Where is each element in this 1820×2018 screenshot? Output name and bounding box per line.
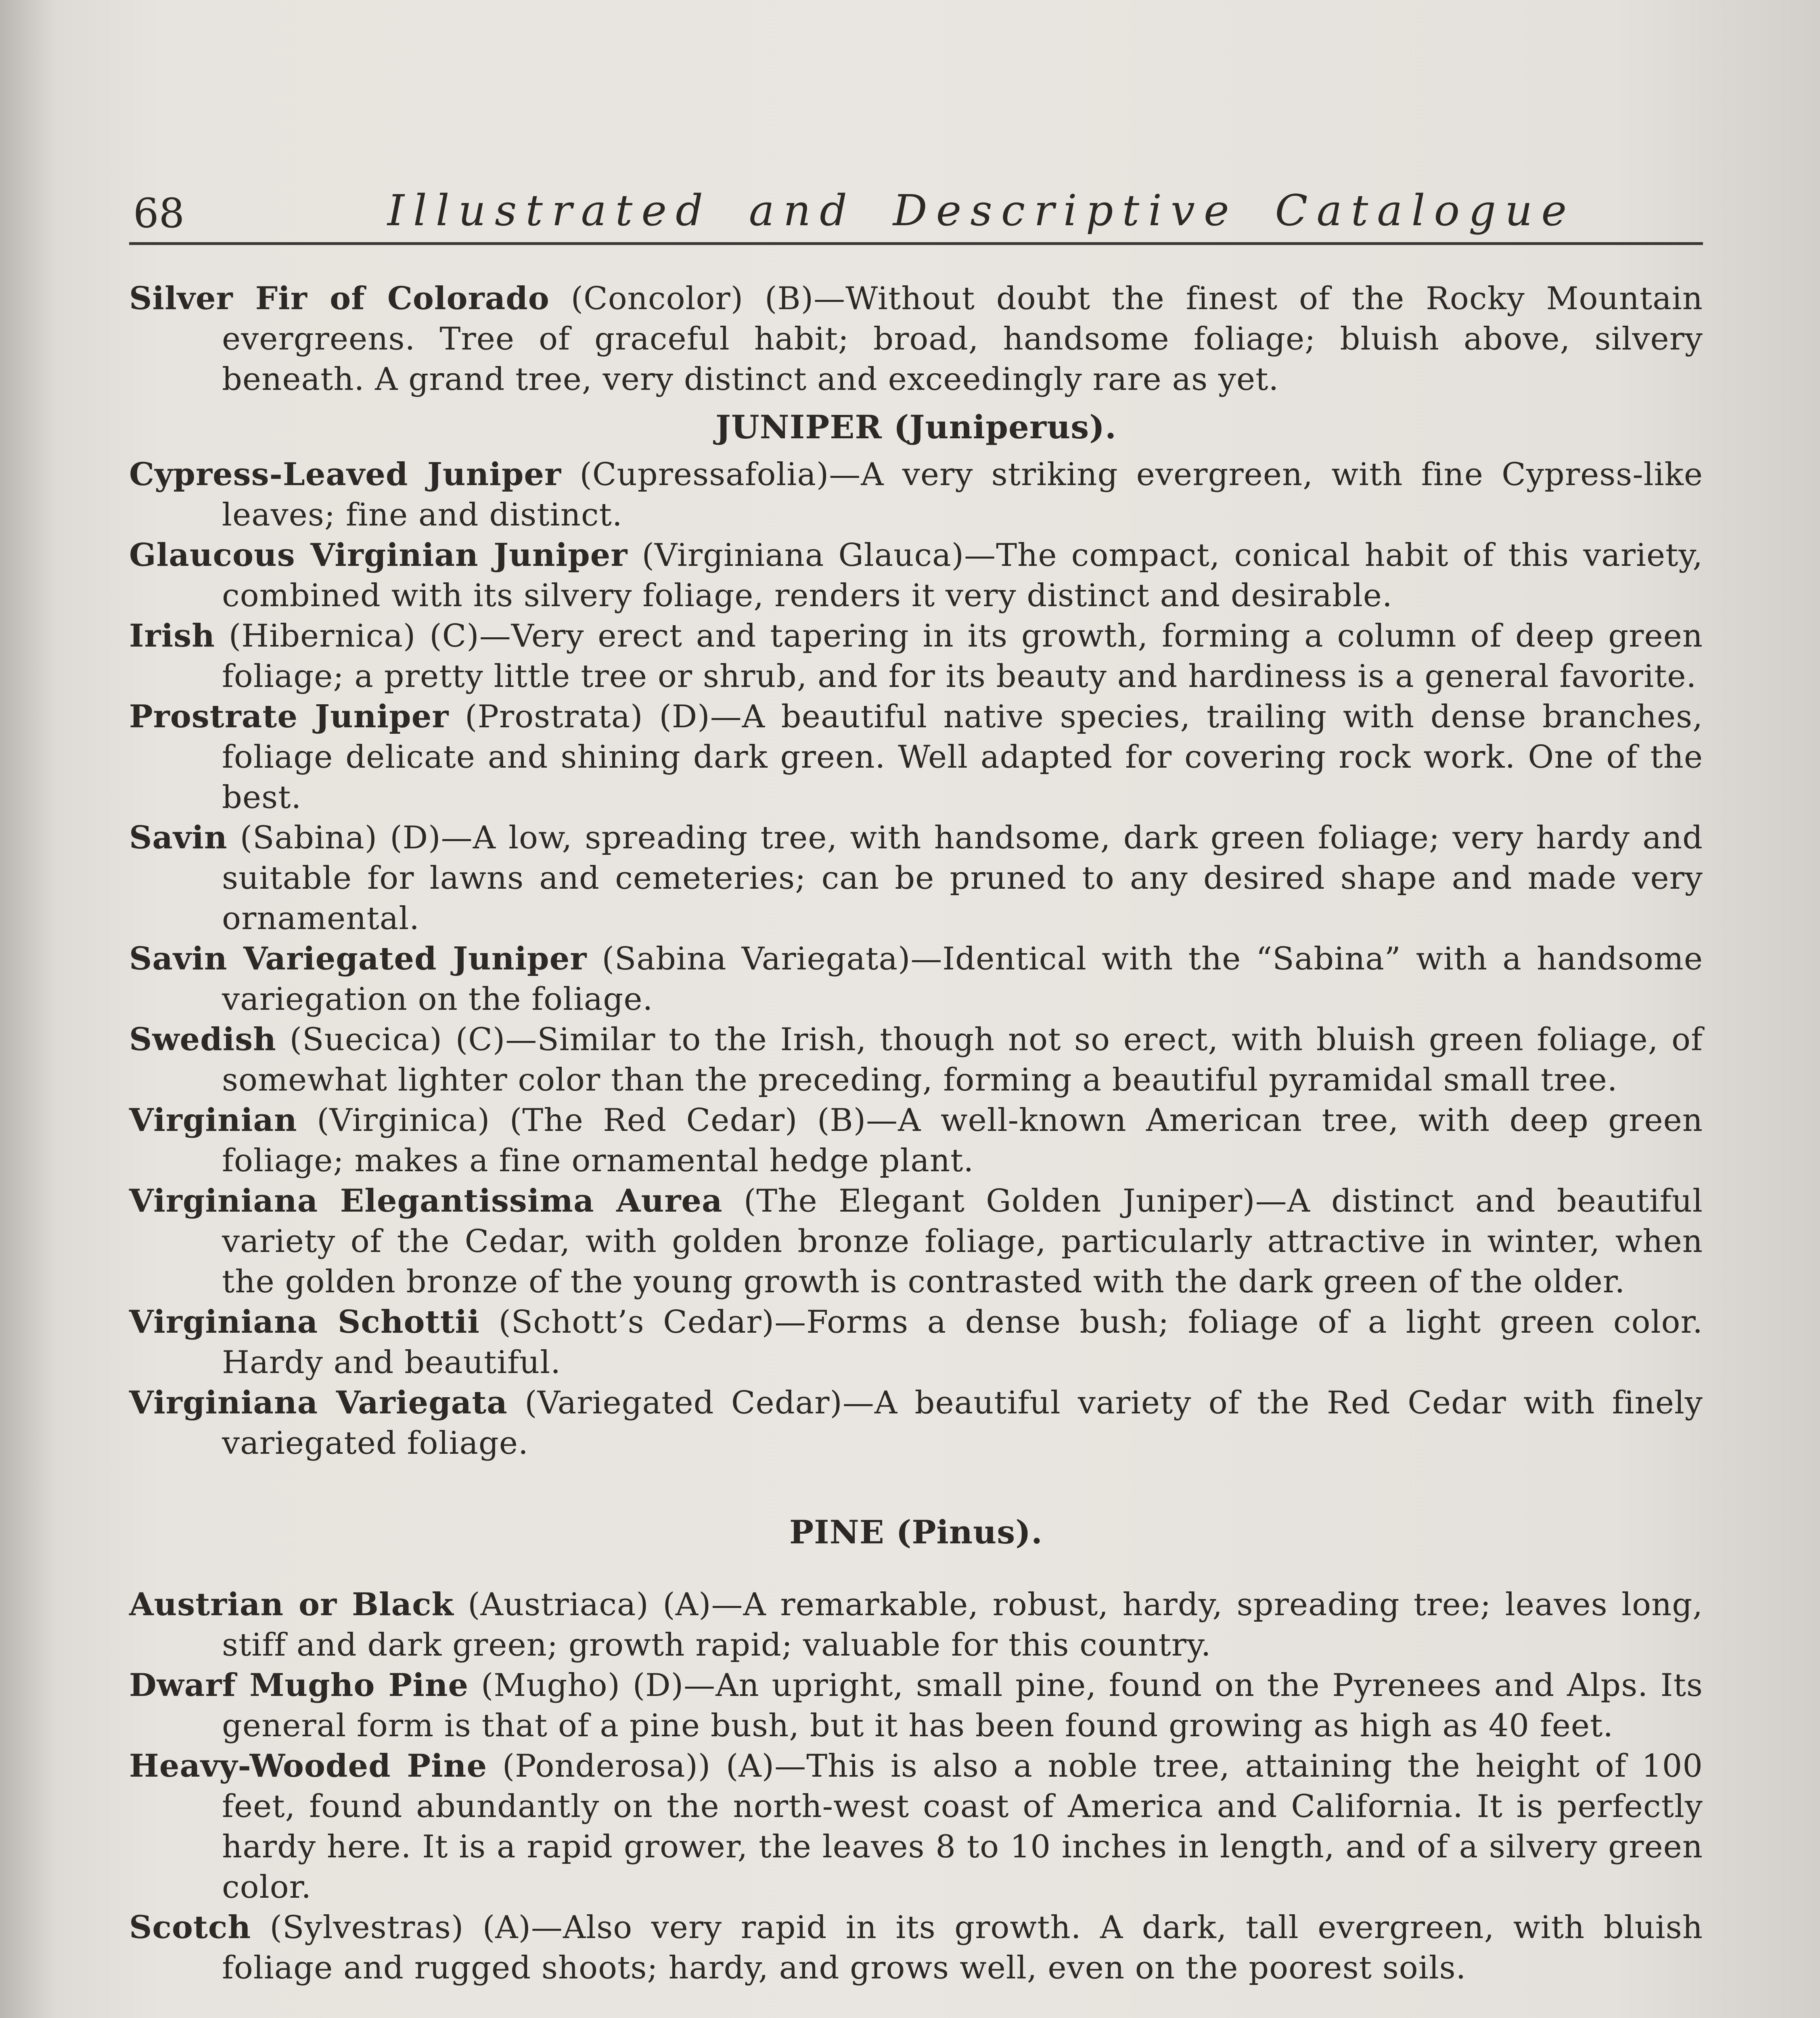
entry-description: (Prostrata) (D)—A beautiful native species, trailing with dense branches, foliage delicate and shining dark green. Well adapted for covering rock work. One of the best. bbox=[222, 699, 1703, 816]
entry-irish bbox=[129, 616, 1703, 697]
entry-name: Savin bbox=[129, 819, 228, 856]
entry-description: (The Elegant Golden Juniper)—A distinct and beautiful variety of the Cedar, with golden bronze foliage, particularly attractive in winter, when the golden bronze of the young growth is contrasted with the dark green of the older. bbox=[222, 1183, 1703, 1300]
entry-description: (Austriaca) (A)—A remarkable, robust, hardy, spreading tree; leaves long, stiff and dark green; growth rapid; valuable for this country. bbox=[222, 1587, 1703, 1663]
entry-name: Scotch bbox=[129, 1909, 251, 1946]
entry-dwarf-mugho-pine bbox=[129, 1665, 1703, 1746]
entry-name: Swedish bbox=[129, 1021, 276, 1058]
entry-swedish bbox=[129, 1019, 1703, 1100]
entry-description: (Virginiana Glauca)—The compact, conical habit of this variety, combined with its silvery foliage, renders it very distinct and desirable. bbox=[222, 537, 1703, 614]
entry-name: Glaucous Virginian Juniper bbox=[129, 537, 628, 574]
entry-cypress-leaved-juniper bbox=[129, 454, 1703, 535]
entry-name: Austrian or Black bbox=[129, 1586, 454, 1623]
entry-name: Prostrate Juniper bbox=[129, 698, 449, 735]
entry-description: (Variegated Cedar)—A beautiful variety of the Red Cedar with finely variegated foliage. bbox=[222, 1385, 1703, 1461]
entry-prostrate-juniper bbox=[129, 697, 1703, 818]
entry-description: (Mugho) (D)—An upright, small pine, found on the Pyrenees and Alps. Its general form is that of a pine bush, but it has been found growing as high as 40 feet. bbox=[222, 1667, 1703, 1744]
entry-glaucous-virginian-juniper bbox=[129, 535, 1703, 616]
page-number: 68 bbox=[133, 190, 185, 237]
entry-description: (Schott’s Cedar)—Forms a dense bush; foliage of a light green color. Hardy and beautiful. bbox=[222, 1304, 1703, 1381]
entry-description: (Ponderosa)) (A)—This is also a noble tree, attaining the height of 100 feet, found abundantly on the north-west coast of America and California. It is perfectly hardy here. It is a rapid grower, the leaves 8 to 10 inches in length, and of a silvery green color. bbox=[222, 1748, 1703, 1905]
entry-name: Savin Variegated Juniper bbox=[129, 940, 587, 977]
entry-description: (Sabina Variegata)—Identical with the “Sabina” with a handsome variegation on the foliage. bbox=[222, 941, 1703, 1017]
entry-description: (Sylvestras) (A)—Also very rapid in its growth. A dark, tall evergreen, with bluish foliage and rugged shoots; hardy, and grows well, even on the poorest soils. bbox=[222, 1909, 1703, 1986]
entry-heavy-wooded-pine bbox=[129, 1746, 1703, 1907]
entry-austrian-or-black bbox=[129, 1585, 1703, 1665]
entry-description: (Hibernica) (C)—Very erect and tapering in its growth, forming a column of deep green foliage; a pretty little tree or shrub, and for its beauty and hardiness is a general favorite. bbox=[215, 618, 1703, 695]
entry-scotch bbox=[129, 1907, 1703, 1988]
entry-name: Heavy-Wooded Pine bbox=[129, 1748, 487, 1784]
entry-description: (Cupressafolia)—A very striking evergreen, with fine Cypress-like leaves; fine and distinct. bbox=[222, 456, 1703, 533]
entry-name: Silver Fir of Colorado bbox=[129, 280, 550, 317]
entry-name: Irish bbox=[129, 618, 215, 654]
running-title: Illustrated and Descriptive Catalogue bbox=[387, 186, 1576, 235]
entry-silver-fir bbox=[129, 278, 1703, 400]
entry-description: (Concolor) (B)—Without doubt the finest of the Rocky Mountain evergreens. Tree of graceful habit; broad, handsome foliage; bluish above, silvery beneath. A grand tree, very distinct and exceedingly rare as yet. bbox=[222, 281, 1703, 398]
entry-virginiana-schottii bbox=[129, 1302, 1703, 1383]
entry-virginian bbox=[129, 1100, 1703, 1181]
section-heading-juniper: JUNIPER (Juniperus). bbox=[715, 408, 1117, 446]
entry-name: Virginiana Schottii bbox=[129, 1304, 480, 1340]
entry-name: Dwarf Mugho Pine bbox=[129, 1667, 469, 1704]
entry-name: Virginian bbox=[129, 1102, 297, 1139]
entry-description: (Virginica) (The Red Cedar) (B)—A well-known American tree, with deep green foliage; makes a fine ornamental hedge plant. bbox=[222, 1102, 1703, 1179]
entry-name: Cypress-Leaved Juniper bbox=[129, 456, 562, 493]
entry-virginiana-variegata bbox=[129, 1383, 1703, 1463]
entry-name: Virginiana Elegantissima Aurea bbox=[129, 1183, 723, 1219]
section-heading-pine: PINE (Pinus). bbox=[789, 1513, 1043, 1551]
page-content bbox=[129, 278, 1703, 2018]
page-header bbox=[129, 178, 1703, 245]
entry-description: (Sabina) (D)—A low, spreading tree, with handsome, dark green foliage; very hardy and suitable for lawns and cemeteries; can be pruned to any desired shape and made very ornamental. bbox=[222, 820, 1703, 937]
entry-savin-variegated-juniper bbox=[129, 939, 1703, 1019]
entry-virginiana-elegantissima-aurea bbox=[129, 1181, 1703, 1302]
entry-name: Virginiana Variegata bbox=[129, 1384, 508, 1421]
entry-savin bbox=[129, 818, 1703, 939]
entry-description: (Suecica) (C)—Similar to the Irish, though not so erect, with bluish green foliage, of somewhat lighter color than the preceding, forming a beautiful pyramidal small tree. bbox=[222, 1022, 1703, 1098]
